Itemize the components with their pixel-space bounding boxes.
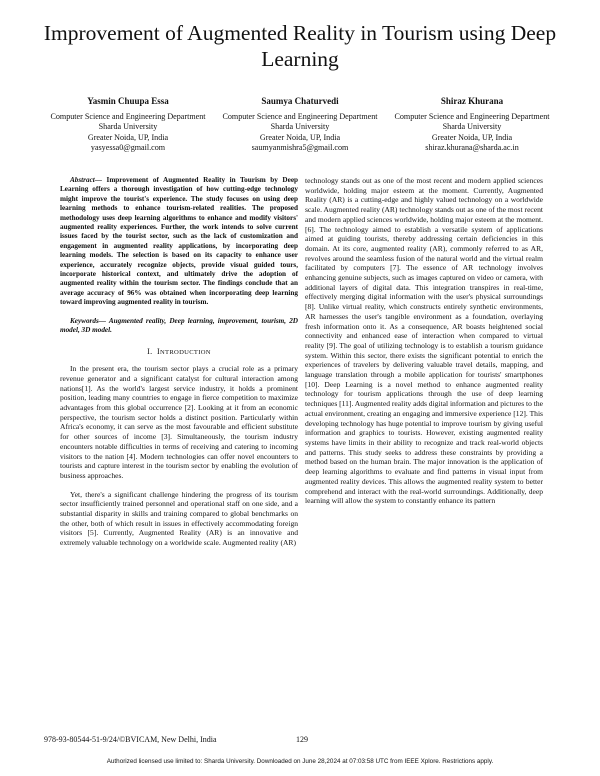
author-department: Computer Science and Engineering Department	[222, 111, 378, 121]
author-1	[48, 96, 208, 154]
author-block	[48, 96, 552, 154]
author-email: shiraz.khurana@sharda.ac.in	[425, 143, 519, 153]
body-paragraph: technology stands out as one of the most recent and modern applied sciences worldwide, holding major esteem at the moment. Currently, Augmented Reality (AR) is a cutting-edge and highly valued technology on a worldwide scale. Augmented reality (AR) technology stands out as one of the most recent and modern applied sciences worldwide, holding major esteem at the moment. [6]. The technology aimed to establish a versatile system of applications aimed at guiding tourists, thereby addressing certain deficiencies in this domain. At its core, augmented reality (AR), commonly referred to as AR, revolves around the seamless fusion of the natural world and the virtual realm facilitated by computers [7]. The essence of AR technology involves enhancing genuine subjects, such as images captured on video or camera, with additional layers of digital data. This integration transpires in real-time, effectively merging digital information with the user's physical surroundings [8]. Unlike virtual reality, which constructs entirely synthetic environments, AR harnesses the user's tangible environment as a foundation, overlaying fresh information onto it. As a consequence, AR boasts heightened social connectivity and enhanced ease of interaction when compared to virtual reality [9]. The goal of utilizing technology is to establish a tourism guidance system. Within this sector, there exists the significant potential to enrich the experiences of travelers by delivering valuable travel details, mapping, and language translation through a mobile application for tourists' smartphones [10]. Deep Learning is a novel method to enhance augmented reality technology for tourism applications through the use of deep learning techniques [11]. Augmented reality adds digital information and pictures to the actual environment, creating an engaging and immersive experience [12]. This developing technology has huge potential to improve tourism by giving useful information and graphics to tourists. However, existing augmented reality systems have limits in their ability to recognize and track real-world objects and patterns. This study seeks to address these constraints by providing a method based on the human brain. The major innovation is the application of deep learning algorithms to evaluate and find patterns in visual input from augmented reality devices. This allows the augmented reality system to better comprehend and interact with the real-world surroundings. Additionally, deep learning will allow the system to constantly enhance its pattern	[305, 176, 544, 506]
author-email: yasyessa0@gmail.com	[90, 143, 166, 153]
paper-title: Improvement of Augmented Reality in Tourism using Deep Learning	[43, 21, 557, 71]
right-column	[305, 176, 543, 506]
author-university: Sharda University	[270, 122, 330, 132]
section-rest: NTRODUCTION	[159, 348, 211, 356]
author-location: Greater Noida, UP, India	[259, 132, 341, 142]
footer-isbn: 978-93-80544-51-9/24/©BVICAM, New Delhi, India	[44, 735, 217, 744]
keywords	[60, 317, 298, 336]
body-paragraph: In the present era, the tourism sector plays a crucial role as a primary revenue generator and a significant catalyst for cultural interaction among nations[1]. As the world's largest service industry, it holds a prominent position, leading many countries to engage in fierce competition to maximize advantages from this global occurrence [2]. Looking at it from an economic perspective, the tourism sector holds a distinct position. Particularly within Africa's economy, it can serve as the most favourable and efficient substitute for other sources of income [3]. Simultaneously, the tourism industry encounters notable difficulties in terms of receiving and catering to incoming visitors to the nation [4]. Modern technologies can offer novel encounters to tourists and capture interest in the tourism sector by enabling the evolution of business approaches.	[60, 364, 298, 480]
abstract-label: Abstract—	[70, 176, 102, 184]
author-university: Sharda University	[442, 122, 502, 132]
author-department: Computer Science and Engineering Department	[394, 111, 550, 121]
keywords-text: Augmented reality, Deep learning, improvement, tourism, 2D model, 3D model.	[60, 316, 298, 335]
author-2	[220, 96, 380, 154]
author-name: Saumya Chaturvedi	[261, 96, 339, 106]
author-email: saumyanmishra5@gmail.com	[251, 143, 349, 153]
author-department: Computer Science and Engineering Department	[50, 111, 206, 121]
section-cap: I	[156, 346, 160, 356]
section-numeral: I.	[147, 346, 153, 356]
abstract-text: Improvement of Augmented Reality in Tourism by Deep Learning offers a thorough investigation of how cutting-edge technology might improve the tourist's experience. The study focuses on using deep learning methods to enhance tourism-related realities. The proposed methodology uses deep learning algorithms to enhance and modify visitors' augmented reality experiences. Further, the work intends to solve current issues faced by the tourist sector, such as the lack of customization and engagement in augmented reality applications, by incorporating deep learning models. The selection is based on its capacity to enhance user experience, accurately recognize objects, provide visual guided tours, incorporate historical context, and ultimately drive the adoption of augmented reality within the tourism sector. The findings conclude that an average accuracy of 96% was obtained when incorporating deep learning toward improving augmented reality in tourism.	[60, 176, 299, 307]
abstract	[60, 176, 298, 308]
left-column	[60, 176, 298, 548]
body-paragraph: Yet, there's a significant challenge hindering the progress of its tourism sector insufficiently trained personnel and operational staff on one side, and a substantial disparity in skills and training compared to global benchmarks on the other, both of which result in issues in effectively accommodating foreign visitors [5]. Currently, Augmented Reality (AR) is an innovative and extremely valuable technology on a worldwide scale. Augmented reality (AR)	[60, 489, 298, 548]
author-name: Yasmin Chuupa Essa	[87, 96, 169, 106]
keywords-label: Keywords—	[70, 316, 106, 325]
author-university: Sharda University	[98, 122, 158, 132]
author-location: Greater Noida, UP, India	[431, 132, 513, 142]
page-number: 129	[296, 735, 308, 744]
author-location: Greater Noida, UP, India	[87, 132, 169, 142]
author-name: Shiraz Khurana	[440, 96, 504, 106]
author-3	[392, 96, 552, 154]
license-notice: Authorized licensed use limited to: Sharda University. Downloaded on June 28,2024 at 07:03:58 UTC from IEEE Xplore. Restrictions apply.	[106, 758, 494, 765]
section-heading-introduction	[60, 347, 298, 358]
